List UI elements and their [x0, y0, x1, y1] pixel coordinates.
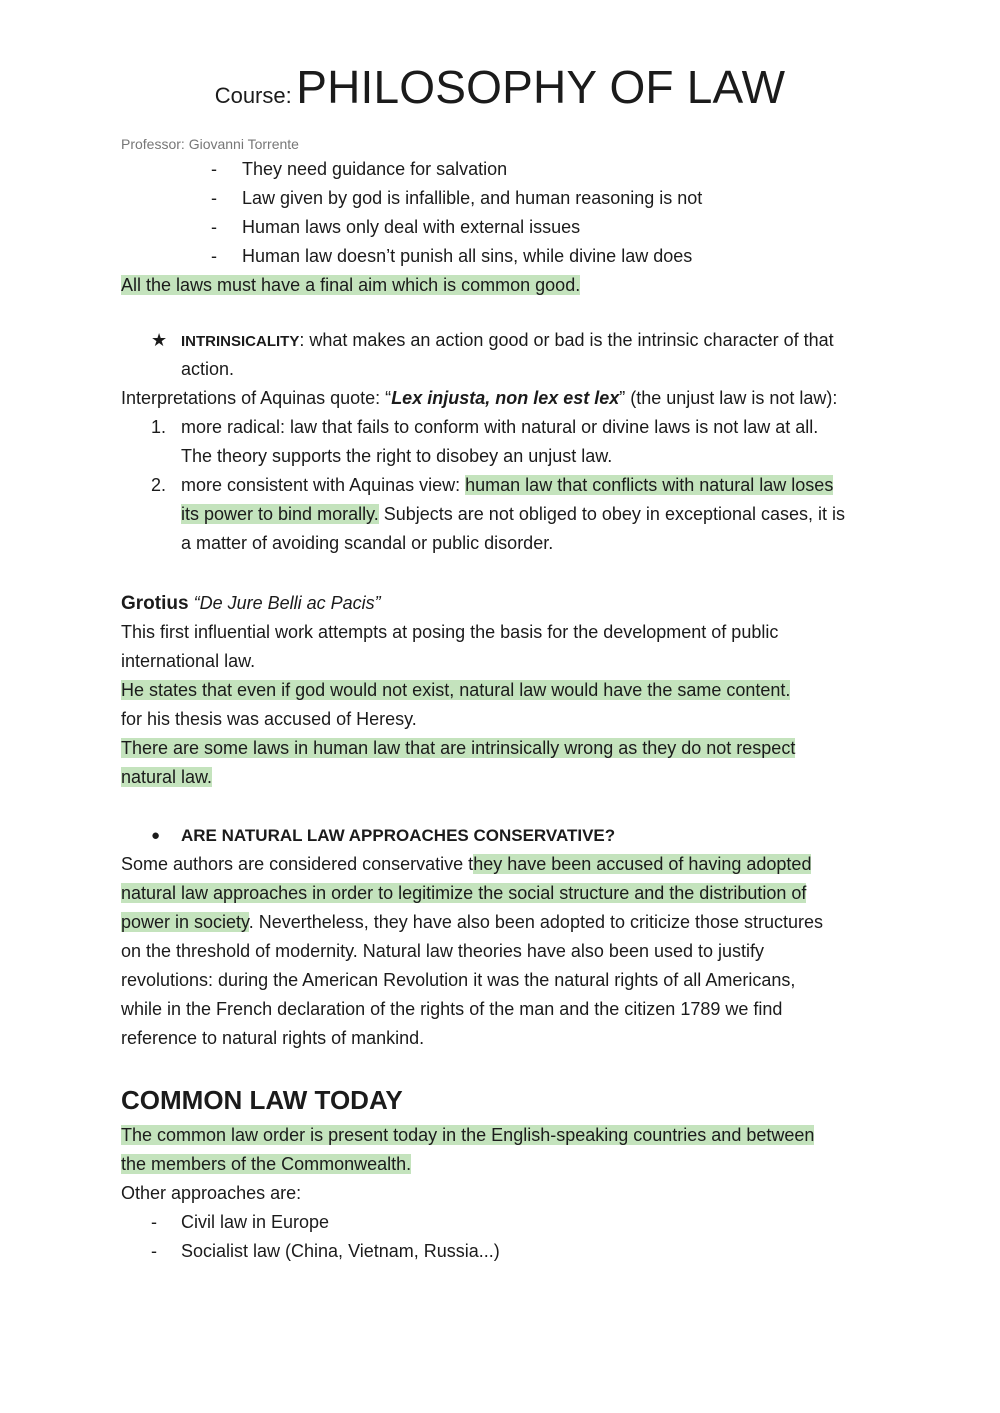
list-item: more radical: law that fails to conform with natural or divine laws is not law at all.: [181, 417, 819, 437]
list-number: 1.: [151, 417, 167, 437]
course-title: PHILOSOPHY OF LAW: [296, 61, 786, 113]
aquinas-intro-a: Interpretations of Aquinas quote: “: [121, 388, 392, 408]
highlight: All the laws must have a final aim which is common good.: [121, 275, 581, 295]
paragraph: This first influential work attempts at posing the basis for the development of public: [121, 622, 779, 642]
highlight: power in society: [121, 912, 249, 932]
page-title: [0, 60, 1000, 114]
highlight: natural law.: [121, 767, 213, 787]
intrinsicality-line: [181, 326, 834, 356]
aquinas-quote: Lex injusta, non lex est lex: [391, 388, 620, 408]
highlight: natural law approaches in order to legitimize the social structure and the distribution of: [121, 883, 807, 903]
intrinsicality-term: INTRINSICALITY: [181, 333, 300, 350]
list-item: The theory supports the right to disobey an unjust law.: [181, 446, 613, 466]
item-text: more consistent with Aquinas view:: [181, 475, 466, 495]
paragraph: Other approaches are:: [121, 1183, 302, 1203]
list-number: 2.: [151, 475, 167, 495]
paragraph: [121, 763, 212, 792]
paragraph: [121, 850, 811, 879]
list-item: Socialist law (China, Vietnam, Russia...): [181, 1241, 500, 1261]
paragraph: on the threshold of modernity. Natural law theories have also been used to justify: [121, 941, 765, 961]
highlight: human law that conflicts with natural law loses: [465, 475, 834, 495]
list-item: Law given by god is infallible, and human reasoning is not: [242, 188, 703, 208]
paragraph: [121, 879, 806, 908]
dash-marker: -: [211, 159, 217, 179]
list-item: [181, 471, 833, 500]
grotius-work: “De Jure Belli ac Pacis”: [193, 593, 381, 613]
intrinsicality-text: : what makes an action good or bad is the intrinsic character of that: [299, 330, 834, 350]
section-subheading: ARE NATURAL LAW APPROACHES CONSERVATIVE?: [181, 826, 616, 845]
list-item: Civil law in Europe: [181, 1212, 330, 1232]
aquinas-intro-b: ” (the unjust law is not law):: [619, 388, 838, 408]
text: . Nevertheless, they have also been adopted to criticize those structures: [248, 912, 824, 932]
highlight: hey have been accused of having adopted: [473, 854, 812, 874]
aquinas-intro: [121, 384, 837, 413]
intrinsicality-line: action.: [181, 359, 235, 379]
grotius-name: Grotius: [121, 593, 189, 614]
list-item: They need guidance for salvation: [242, 159, 508, 179]
highlight: He states that even if god would not exist, natural law would have the same content.: [121, 680, 791, 700]
paragraph: [121, 676, 790, 705]
professor-name: Professor: Giovanni Torrente: [121, 136, 299, 152]
paragraph: [121, 1150, 411, 1179]
list-item: a matter of avoiding scandal or public disorder.: [181, 533, 554, 553]
dash-marker: -: [211, 246, 217, 266]
section-heading: COMMON LAW TODAY: [121, 1085, 403, 1115]
course-label: Course:: [214, 83, 292, 108]
highlight: There are some laws in human law that are intrinsically wrong as they do not respect: [121, 738, 796, 758]
highlight: its power to bind morally.: [181, 504, 379, 524]
paragraph: [121, 1121, 814, 1150]
highlight: the members of the Commonwealth.: [121, 1154, 412, 1174]
dash-marker: -: [211, 217, 217, 237]
list-item: Human law doesn’t punish all sins, while divine law does: [242, 246, 693, 266]
dash-marker: -: [151, 1212, 157, 1232]
paragraph-common-good: [121, 271, 580, 300]
star-bullet-icon: ★: [151, 330, 168, 350]
paragraph: international law.: [121, 651, 256, 671]
paragraph: while in the French declaration of the rights of the man and the citizen 1789 we find: [121, 999, 783, 1019]
paragraph: revolutions: during the American Revolution it was the natural rights of all Americans,: [121, 970, 796, 990]
paragraph: for his thesis was accused of Heresy.: [121, 709, 417, 729]
list-item: Human laws only deal with external issues: [242, 217, 581, 237]
dash-marker: -: [211, 188, 217, 208]
paragraph: [121, 908, 823, 937]
list-item: [181, 500, 845, 529]
text: Some authors are considered conservative t: [121, 854, 474, 874]
bullet-icon: ●: [151, 827, 161, 844]
paragraph: reference to natural rights of mankind.: [121, 1028, 425, 1048]
item-text: Subjects are not obliged to obey in exceptional cases, it is: [378, 504, 846, 524]
grotius-heading: [121, 589, 381, 618]
paragraph: [121, 734, 795, 763]
highlight: The common law order is present today in the English-speaking countries and between: [121, 1125, 815, 1145]
dash-marker: -: [151, 1241, 157, 1261]
